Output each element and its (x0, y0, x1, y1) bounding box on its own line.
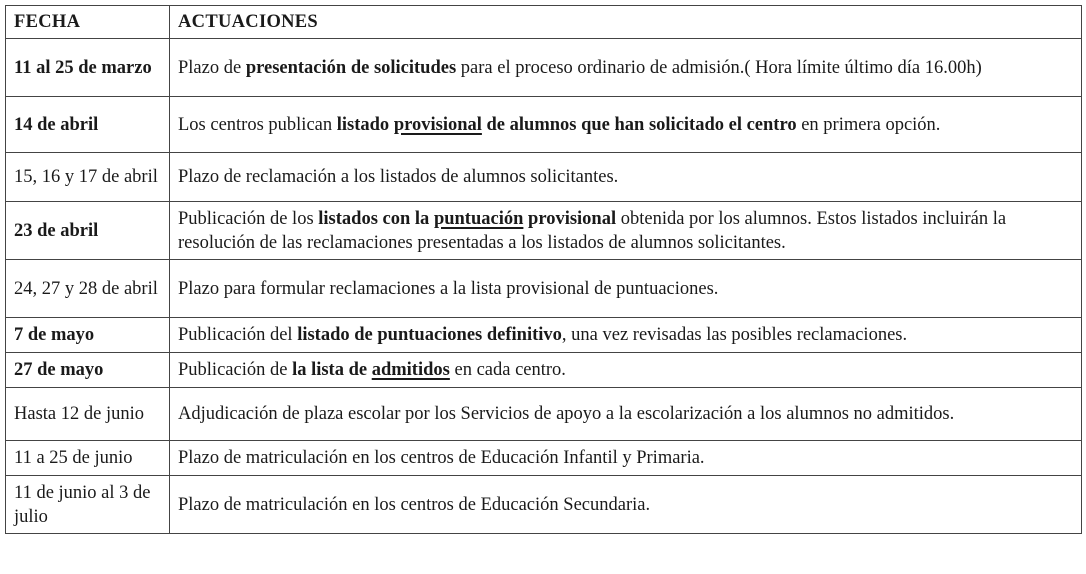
actuacion-cell (170, 476, 1082, 534)
header-fecha: FECHA (6, 6, 170, 39)
header-actuaciones: ACTUACIONES (170, 6, 1082, 39)
actuacion-text: Plazo de reclamación a los listados de alumnos solicitantes. (178, 167, 619, 187)
actuacion-text: Plazo de (178, 57, 246, 78)
actuacion-text: Publicación del (178, 325, 298, 345)
actuacion-text: de alumnos que han solicitado el centro (481, 114, 797, 135)
fecha-cell: Hasta 12 de junio (6, 388, 170, 441)
table-row (6, 441, 1082, 476)
table-row (6, 97, 1082, 153)
actuacion-text: admitidos (371, 360, 450, 380)
actuacion-text: Plazo de matriculación en los centros de Educación Secundaria. (178, 494, 651, 515)
actuacion-text: listados con la (318, 208, 434, 229)
schedule-table (5, 5, 1082, 534)
fecha-cell: 24, 27 y 28 de abril (6, 260, 170, 318)
table-row (6, 353, 1082, 388)
actuacion-text: en primera opción. (796, 114, 941, 135)
actuacion-text: Plazo para formular reclamaciones a la lista provisional de puntuaciones. (178, 278, 719, 299)
actuacion-text: , una vez revisadas las posibles reclamaciones. (561, 325, 908, 345)
actuacion-text: provisional (523, 208, 617, 229)
actuacion-cell (170, 388, 1082, 441)
actuacion-text: Adjudicación de plaza escolar por los Servicios de apoyo a la escolarización a los alumnos no admitidos. (178, 404, 955, 424)
table-row (6, 153, 1082, 202)
table-row (6, 39, 1082, 97)
fecha-cell: 11 a 25 de junio (6, 441, 170, 476)
actuacion-cell (170, 153, 1082, 202)
table-row (6, 260, 1082, 318)
actuacion-cell (170, 202, 1082, 260)
actuacion-text: provisional (393, 114, 482, 135)
actuacion-cell (170, 260, 1082, 318)
actuacion-text: Publicación de (178, 360, 293, 380)
table-row (6, 388, 1082, 441)
actuacion-text: Publicación de los (178, 208, 319, 229)
actuacion-text: presentación de solicitudes (245, 57, 457, 78)
fecha-cell: 7 de mayo (6, 318, 170, 353)
actuacion-text: la lista de (292, 360, 372, 380)
table-row (6, 202, 1082, 260)
table-row (6, 318, 1082, 353)
fecha-cell: 11 al 25 de marzo (6, 39, 170, 97)
fecha-cell: 23 de abril (6, 202, 170, 260)
actuacion-text: listado de puntuaciones definitivo (297, 325, 562, 345)
actuacion-text: Plazo de matriculación en los centros de Educación Infantil y Primaria. (178, 448, 705, 468)
actuacion-cell (170, 441, 1082, 476)
table-row (6, 476, 1082, 534)
actuacion-cell (170, 353, 1082, 388)
actuacion-text: obtenida por los alumnos. Estos listados incluirán la resolución de las reclamaciones presentadas a los listados de alumnos solicitantes. (178, 208, 1007, 253)
actuacion-cell (170, 39, 1082, 97)
actuacion-cell (170, 97, 1082, 153)
actuacion-text: puntuación (433, 208, 524, 229)
actuacion-text: para el proceso ordinario de admisión.( Hora límite último día 16.00h) (456, 57, 982, 78)
fecha-cell: 14 de abril (6, 97, 170, 153)
actuacion-text: listado (336, 114, 390, 135)
actuacion-cell (170, 318, 1082, 353)
header-row (6, 6, 1082, 39)
actuacion-text: en cada centro. (449, 360, 566, 380)
fecha-cell: 11 de junio al 3 de julio (6, 476, 170, 534)
fecha-cell: 15, 16 y 17 de abril (6, 153, 170, 202)
fecha-cell: 27 de mayo (6, 353, 170, 388)
actuacion-text: Los centros publican (178, 114, 337, 135)
